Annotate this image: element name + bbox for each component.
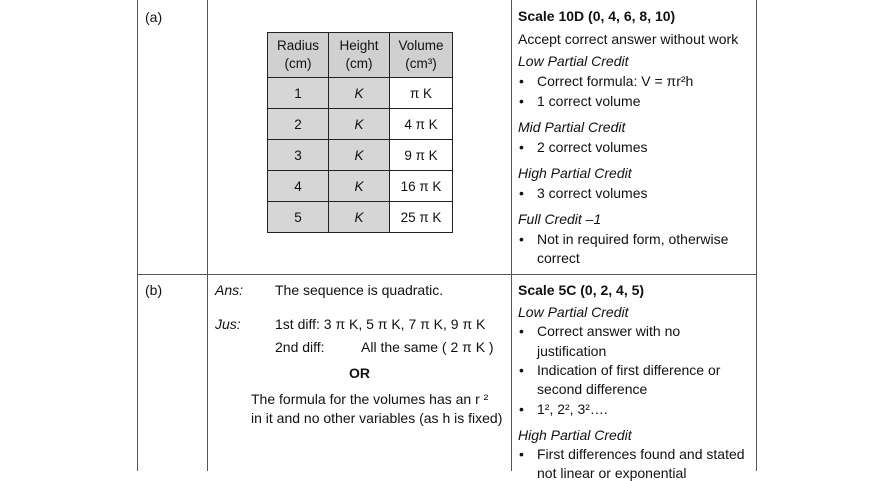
scale-b-high-heading: High Partial Credit (518, 427, 632, 443)
scale-a-high-heading: High Partial Credit (518, 165, 632, 181)
scale-a-full-item-cont: correct (537, 250, 580, 266)
volume-cell: 4 π K (390, 109, 453, 140)
scale-a-accept: Accept correct answer without work (518, 31, 739, 47)
scale-b-low-heading: Low Partial Credit (518, 304, 629, 320)
height-cell: K (329, 202, 390, 233)
scale-a-mid-item: • 2 correct volumes (537, 139, 647, 155)
scale-a-low-heading: Low Partial Credit (518, 53, 629, 69)
scale-b-low-item: • 1², 2², 3²…. (537, 401, 608, 417)
formula-line-1: The formula for the volumes has an r ² (251, 391, 489, 407)
formula-line-2: in it and no other variables (as h is fixed) (251, 410, 503, 426)
radius-cell: 2 (268, 109, 329, 140)
second-diff-text: All the same ( 2 π K ) (361, 339, 494, 355)
volume-cell: 25 π K (390, 202, 453, 233)
scale-a-low-item: • 1 correct volume (537, 93, 640, 109)
scale-column-divider (511, 0, 512, 471)
scale-a-low-item: • Correct formula: V = πr²h (537, 73, 693, 89)
table-row (268, 202, 453, 233)
table-row (268, 78, 453, 109)
height-cell: K (329, 140, 390, 171)
ans-label: Ans: (215, 282, 244, 298)
right-border (756, 0, 757, 471)
scale-b-high-item: • First differences found and stated (537, 446, 745, 462)
second-diff-label: 2nd diff: (275, 339, 325, 355)
volume-cell: 16 π K (390, 171, 453, 202)
scale-b-title: Scale 5C (0, 2, 4, 5) (518, 282, 645, 298)
table-row (268, 171, 453, 202)
radius-cell: 5 (268, 202, 329, 233)
radius-cell: 3 (268, 140, 329, 171)
scale-a-full-heading: Full Credit –1 (518, 211, 602, 227)
scale-b-high-item-cut: not linear or exponential (537, 465, 687, 481)
first-diff: 1st diff: 3 π K, 5 π K, 7 π K, 9 π K (275, 316, 486, 332)
scale-b-low-item-cont: second difference (537, 381, 648, 397)
scale-a-full-item: • Not in required form, otherwise (537, 231, 728, 247)
volume-table (267, 32, 453, 233)
radius-cell: 1 (268, 78, 329, 109)
height-cell: K (329, 78, 390, 109)
label-column-divider (207, 0, 208, 471)
table-row (268, 109, 453, 140)
height-cell: K (329, 171, 390, 202)
part-b-label: (b) (145, 282, 163, 298)
part-a-label: (a) (145, 9, 163, 25)
height-cell: K (329, 109, 390, 140)
scale-b-low-item: • Indication of first difference or (537, 362, 720, 378)
left-border (137, 0, 138, 471)
scale-a-mid-heading: Mid Partial Credit (518, 119, 626, 135)
scale-b-low-item-cont: justification (537, 343, 607, 359)
scale-a-title: Scale 10D (0, 4, 6, 8, 10) (518, 8, 676, 24)
scale-a-high-item: • 3 correct volumes (537, 185, 647, 201)
header-volume: Volume (cm³) (390, 33, 453, 78)
header-height: Height (cm) (329, 33, 390, 78)
scale-b-low-item: • Correct answer with no (537, 323, 680, 339)
row-divider (137, 274, 757, 275)
radius-cell: 4 (268, 171, 329, 202)
jus-label: Jus: (215, 316, 241, 332)
volume-cell: 9 π K (390, 140, 453, 171)
table-row (268, 140, 453, 171)
header-radius: Radius (cm) (268, 33, 329, 78)
ans-text: The sequence is quadratic. (275, 282, 444, 298)
volume-cell: π K (390, 78, 453, 109)
or-separator: OR (349, 365, 370, 381)
